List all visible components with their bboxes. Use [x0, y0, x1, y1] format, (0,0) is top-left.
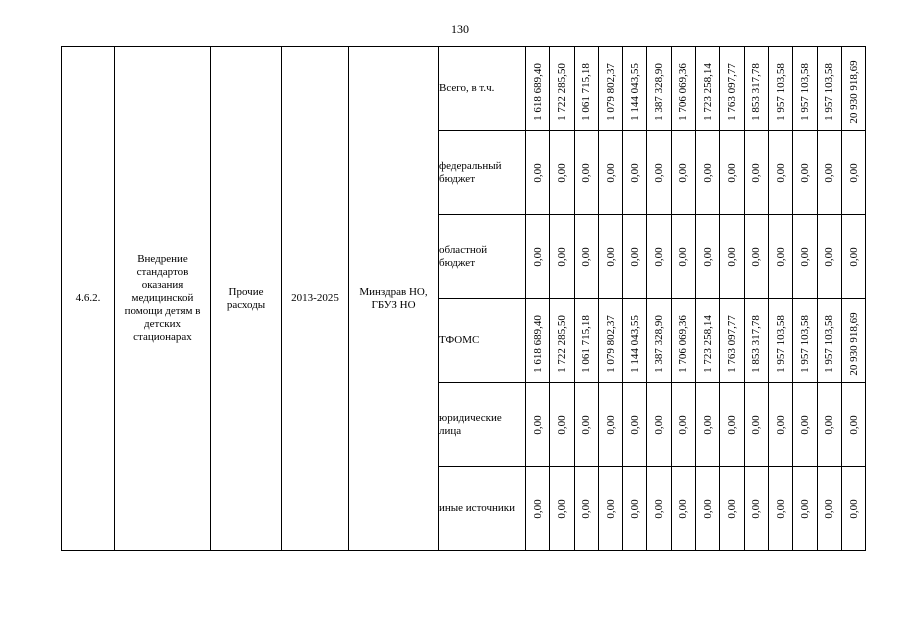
value-cell — [671, 383, 695, 467]
value-text: 0,00 — [580, 162, 593, 183]
value-text: 1 853 317,78 — [750, 63, 763, 121]
value-cell — [817, 47, 841, 131]
value-text: 0,00 — [628, 162, 641, 183]
value-text: 0,00 — [677, 162, 690, 183]
value-cell — [550, 131, 574, 215]
value-text: 0,00 — [847, 246, 860, 267]
value-text: 0,00 — [531, 162, 544, 183]
value-cell — [720, 467, 744, 551]
value-cell — [768, 383, 792, 467]
value-text: 0,00 — [555, 246, 568, 267]
value-cell — [744, 131, 768, 215]
value-text: 0,00 — [531, 246, 544, 267]
value-text: 0,00 — [653, 246, 666, 267]
value-cell — [696, 47, 720, 131]
funding-source-label: федеральный бюджет — [439, 131, 526, 215]
value-cell — [696, 299, 720, 383]
value-cell — [793, 383, 817, 467]
value-text: 1 722 285,50 — [555, 315, 568, 373]
value-cell — [623, 131, 647, 215]
value-cell — [623, 467, 647, 551]
value-cell — [720, 383, 744, 467]
value-text: 0,00 — [653, 162, 666, 183]
value-cell — [598, 215, 622, 299]
budget-table-body — [62, 47, 866, 551]
value-text: 0,00 — [823, 414, 836, 435]
value-cell — [623, 47, 647, 131]
value-cell — [671, 215, 695, 299]
value-cell — [526, 47, 550, 131]
value-cell — [623, 215, 647, 299]
value-text: 0,00 — [653, 498, 666, 519]
value-text: 1 763 097,77 — [726, 63, 739, 121]
value-text: 0,00 — [774, 246, 787, 267]
value-cell — [696, 383, 720, 467]
value-text: 0,00 — [798, 414, 811, 435]
value-text: 0,00 — [580, 414, 593, 435]
value-text: 0,00 — [774, 498, 787, 519]
value-text: 0,00 — [726, 246, 739, 267]
value-text: 1 387 328,90 — [653, 315, 666, 373]
value-text: 1 618 689,40 — [531, 63, 544, 121]
value-cell — [574, 383, 598, 467]
value-text: 0,00 — [726, 414, 739, 435]
value-cell — [671, 131, 695, 215]
value-text: 0,00 — [847, 162, 860, 183]
value-text: 0,00 — [555, 498, 568, 519]
value-text: 1 957 103,58 — [798, 63, 811, 121]
value-text: 0,00 — [847, 414, 860, 435]
value-text: 0,00 — [823, 246, 836, 267]
value-text: 1 957 103,58 — [823, 63, 836, 121]
value-text: 1 706 069,36 — [677, 315, 690, 373]
value-text: 0,00 — [823, 162, 836, 183]
value-text: 20 930 918,69 — [847, 312, 860, 376]
value-cell — [623, 299, 647, 383]
value-cell — [598, 131, 622, 215]
value-text: 0,00 — [750, 498, 763, 519]
value-cell — [598, 467, 622, 551]
value-cell — [550, 299, 574, 383]
value-cell — [574, 131, 598, 215]
value-cell — [817, 131, 841, 215]
value-text: 0,00 — [555, 414, 568, 435]
value-text: 1 957 103,58 — [798, 315, 811, 373]
value-cell — [841, 131, 865, 215]
value-cell — [574, 467, 598, 551]
value-text: 0,00 — [677, 246, 690, 267]
value-text: 0,00 — [701, 498, 714, 519]
value-cell — [526, 467, 550, 551]
value-text: 0,00 — [604, 162, 617, 183]
value-cell — [647, 47, 671, 131]
value-cell — [647, 131, 671, 215]
value-cell — [744, 215, 768, 299]
activity-name-cell: Внедрение стандартов оказания медицинской помощи детям в детских стационарах — [115, 47, 211, 551]
value-text: 0,00 — [726, 162, 739, 183]
page-number: 130 — [451, 22, 469, 36]
value-cell — [647, 383, 671, 467]
value-cell — [696, 467, 720, 551]
value-cell — [793, 215, 817, 299]
value-cell — [574, 215, 598, 299]
value-cell — [841, 467, 865, 551]
value-cell — [720, 215, 744, 299]
value-cell — [720, 131, 744, 215]
value-cell — [671, 299, 695, 383]
value-text: 1 618 689,40 — [531, 315, 544, 373]
value-text: 0,00 — [750, 246, 763, 267]
value-text: 0,00 — [604, 414, 617, 435]
value-cell — [768, 467, 792, 551]
value-text: 0,00 — [701, 414, 714, 435]
value-text: 1 722 285,50 — [555, 63, 568, 121]
value-cell — [526, 215, 550, 299]
value-cell — [793, 467, 817, 551]
value-cell — [841, 47, 865, 131]
value-text: 0,00 — [604, 498, 617, 519]
value-text: 0,00 — [701, 162, 714, 183]
value-cell — [550, 47, 574, 131]
value-cell — [720, 299, 744, 383]
value-cell — [841, 299, 865, 383]
value-text: 0,00 — [798, 162, 811, 183]
value-text: 1 957 103,58 — [774, 315, 787, 373]
value-text: 0,00 — [531, 498, 544, 519]
funding-source-label: областной бюджет — [439, 215, 526, 299]
value-cell — [598, 299, 622, 383]
value-text: 0,00 — [798, 498, 811, 519]
value-cell — [696, 215, 720, 299]
value-text: 20 930 918,69 — [847, 60, 860, 124]
value-text: 0,00 — [750, 162, 763, 183]
funding-source-label: Всего, в т.ч. — [439, 47, 526, 131]
value-cell — [793, 131, 817, 215]
value-cell — [841, 383, 865, 467]
value-cell — [817, 215, 841, 299]
value-text: 1 957 103,58 — [823, 315, 836, 373]
value-text: 0,00 — [847, 498, 860, 519]
source-row — [62, 47, 866, 131]
value-cell — [647, 215, 671, 299]
value-cell — [768, 47, 792, 131]
value-text: 0,00 — [750, 414, 763, 435]
value-cell — [526, 383, 550, 467]
value-cell — [623, 383, 647, 467]
value-cell — [526, 299, 550, 383]
value-text: 1 706 069,36 — [677, 63, 690, 121]
value-cell — [671, 467, 695, 551]
value-text: 0,00 — [677, 498, 690, 519]
value-text: 0,00 — [628, 498, 641, 519]
value-text: 0,00 — [798, 246, 811, 267]
value-text: 1 079 802,37 — [604, 315, 617, 373]
funding-source-label: иные источники — [439, 467, 526, 551]
value-text: 1 723 258,14 — [701, 63, 714, 121]
value-text: 0,00 — [628, 414, 641, 435]
row-number-cell: 4.6.2. — [62, 47, 115, 551]
value-cell — [550, 215, 574, 299]
value-text: 0,00 — [580, 246, 593, 267]
value-text: 0,00 — [726, 498, 739, 519]
value-cell — [817, 467, 841, 551]
value-text: 1 079 802,37 — [604, 63, 617, 121]
value-text: 0,00 — [604, 246, 617, 267]
funding-source-label: юридические лица — [439, 383, 526, 467]
years-cell: 2013-2025 — [282, 47, 349, 551]
value-cell — [793, 47, 817, 131]
value-text: 0,00 — [580, 498, 593, 519]
executor-cell: Минздрав НО, ГБУЗ НО — [349, 47, 439, 551]
value-text: 1 763 097,77 — [726, 315, 739, 373]
value-cell — [696, 131, 720, 215]
value-cell — [574, 47, 598, 131]
value-cell — [598, 47, 622, 131]
value-text: 1 144 043,55 — [628, 63, 641, 121]
value-cell — [817, 299, 841, 383]
value-text: 0,00 — [701, 246, 714, 267]
value-text: 1 061 715,18 — [580, 63, 593, 121]
budget-table — [61, 46, 866, 551]
value-cell — [768, 131, 792, 215]
value-text: 0,00 — [774, 162, 787, 183]
value-text: 1 144 043,55 — [628, 315, 641, 373]
value-cell — [744, 467, 768, 551]
value-text: 0,00 — [823, 498, 836, 519]
funding-source-label: ТФОМС — [439, 299, 526, 383]
value-cell — [526, 131, 550, 215]
value-text: 0,00 — [653, 414, 666, 435]
value-cell — [550, 467, 574, 551]
value-cell — [793, 299, 817, 383]
value-cell — [647, 467, 671, 551]
value-cell — [744, 299, 768, 383]
value-cell — [550, 383, 574, 467]
value-cell — [768, 215, 792, 299]
value-text: 0,00 — [677, 414, 690, 435]
value-text: 0,00 — [628, 246, 641, 267]
value-cell — [744, 47, 768, 131]
value-cell — [720, 47, 744, 131]
value-cell — [768, 299, 792, 383]
value-text: 1 853 317,78 — [750, 315, 763, 373]
value-text: 1 061 715,18 — [580, 315, 593, 373]
value-text: 1 723 258,14 — [701, 315, 714, 373]
expense-type-cell: Прочие расходы — [211, 47, 282, 551]
value-cell — [647, 299, 671, 383]
value-text: 0,00 — [774, 414, 787, 435]
value-text: 0,00 — [555, 162, 568, 183]
value-text: 1 387 328,90 — [653, 63, 666, 121]
value-cell — [817, 383, 841, 467]
value-cell — [744, 383, 768, 467]
value-cell — [841, 215, 865, 299]
value-cell — [671, 47, 695, 131]
value-text: 1 957 103,58 — [774, 63, 787, 121]
value-cell — [598, 383, 622, 467]
value-cell — [574, 299, 598, 383]
value-text: 0,00 — [531, 414, 544, 435]
